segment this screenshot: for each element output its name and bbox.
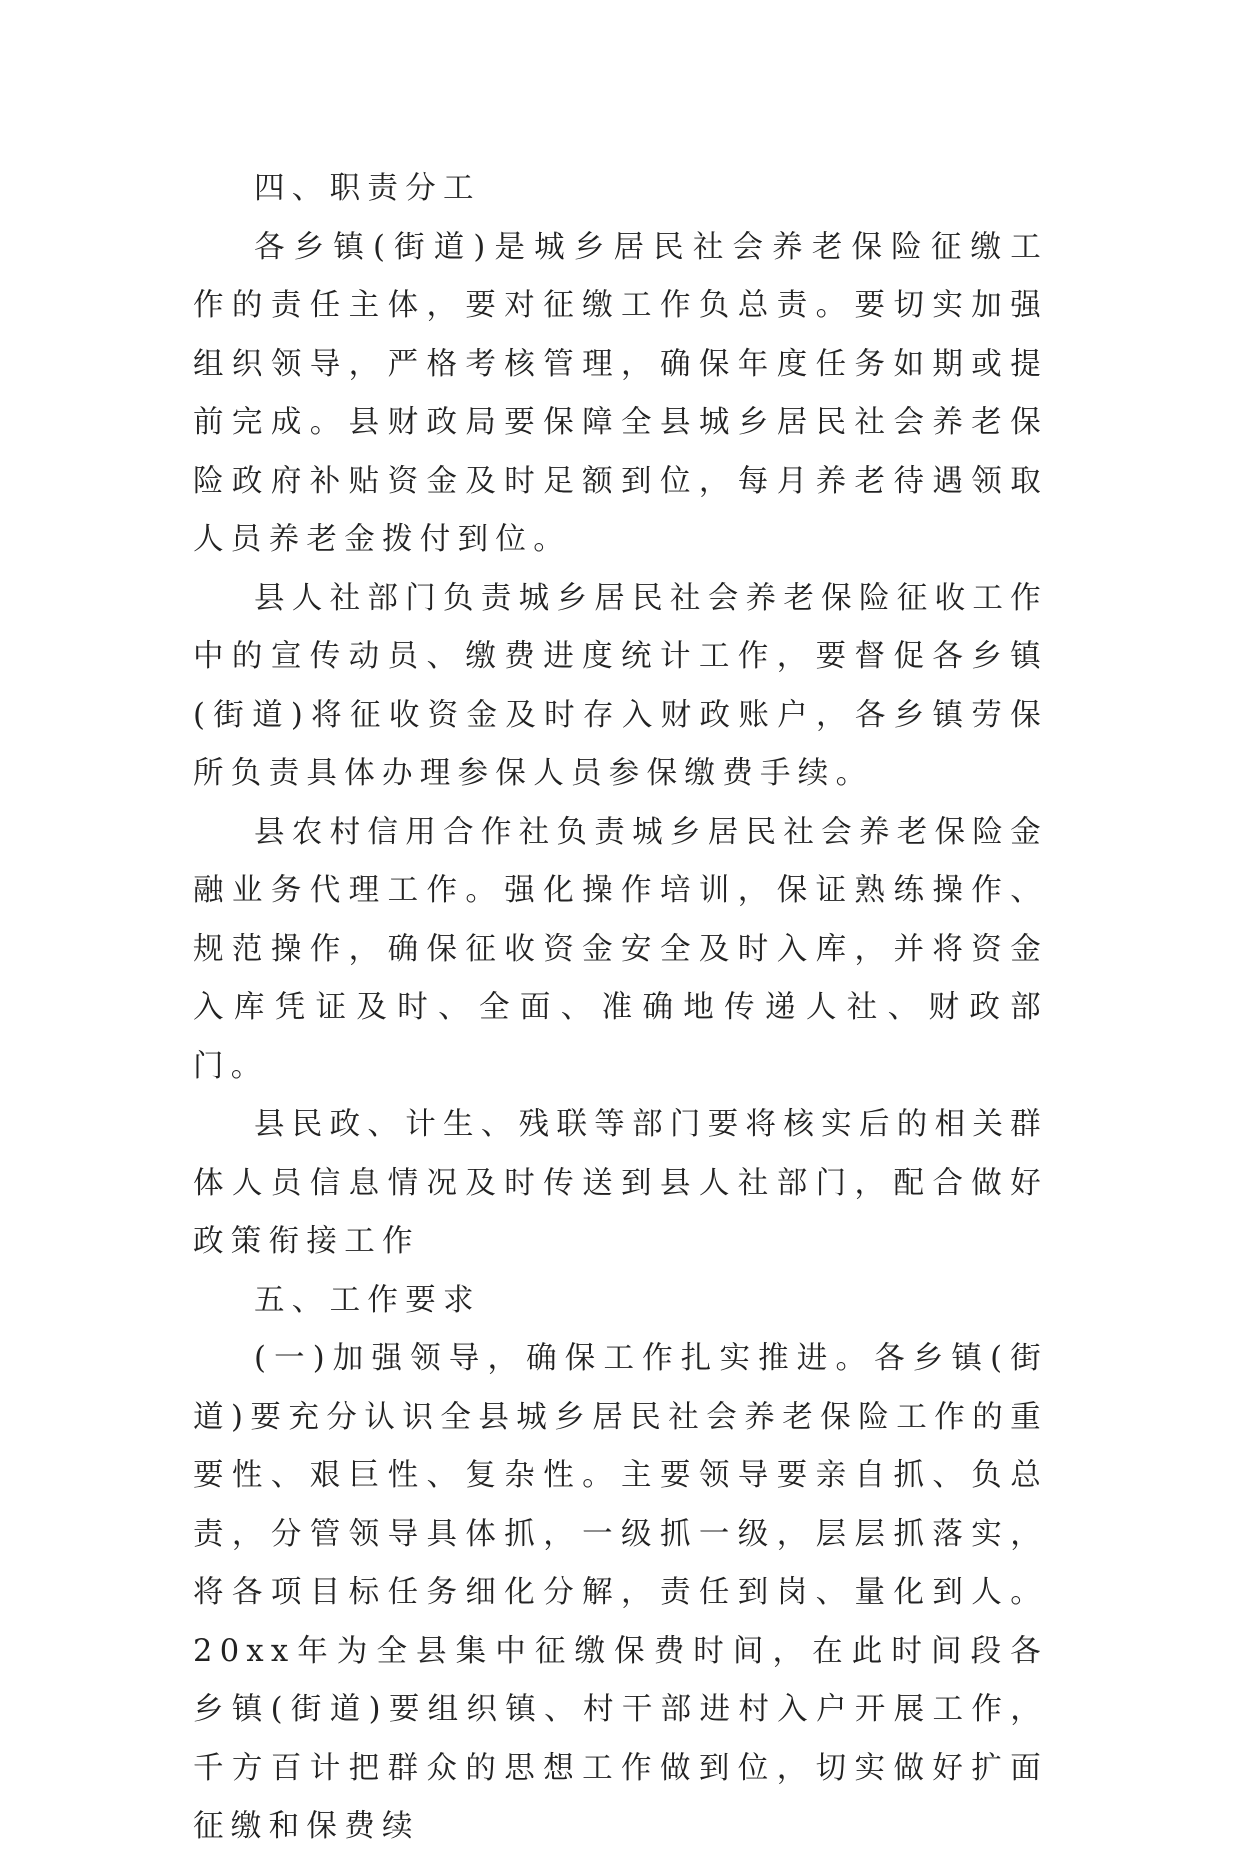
paragraph-township-responsibility: 各乡镇(街道)是城乡居民社会养老保险征缴工作的责任主体，要对征缴工作负总责。要切实加强组织领导，严格考核管理，确保年度任务如期或提前完成。县财政局要保障全县城乡居民社会养老保险政府补贴资金及时足额到位，每月养老待遇领取人员养老金拨付到位。 (193, 229, 1048, 557)
paragraph-hr-department: 县人社部门负责城乡居民社会养老保险征收工作中的宣传动员、缴费进度统计工作，要督促各乡镇(街道)将征收资金及时存入财政账户，各乡镇劳保所负责具体办理参保人员参保缴费手续。 (193, 580, 1048, 791)
paragraph-civil-affairs-departments: 县民政、计生、残联等部门要将核实后的相关群体人员信息情况及时传送到县人社部门，配合做好政策衔接工作 (193, 1107, 1048, 1259)
section-heading-duties: 四、职责分工 (254, 171, 481, 206)
document-body (193, 160, 1048, 1857)
paragraph-strengthen-leadership: (一)加强领导，确保工作扎实推进。各乡镇(街道)要充分认识全县城乡居民社会养老保险工作的重要性、艰巨性、复杂性。主要领导要亲自抓、负总责，分管领导具体抓，一级抓一级，层层抓落实，将各项目标任务细化分解，责任到岗、量化到人。20xx年为全县集中征缴保费时间，在此时间段各乡镇(街道)要组织镇、村干部进村入户开展工作，千方百计把群众的思想工作做到位，切实做好扩面征缴和保费续 (193, 1341, 1048, 1844)
paragraph-rural-credit-cooperative: 县农村信用合作社负责城乡居民社会养老保险金融业务代理工作。强化操作培训，保证熟练操作、规范操作，确保征收资金安全及时入库，并将资金入库凭证及时、全面、准确地传递人社、财政部门。 (193, 814, 1048, 1084)
section-heading-work-requirements: 五、工作要求 (254, 1282, 481, 1318)
